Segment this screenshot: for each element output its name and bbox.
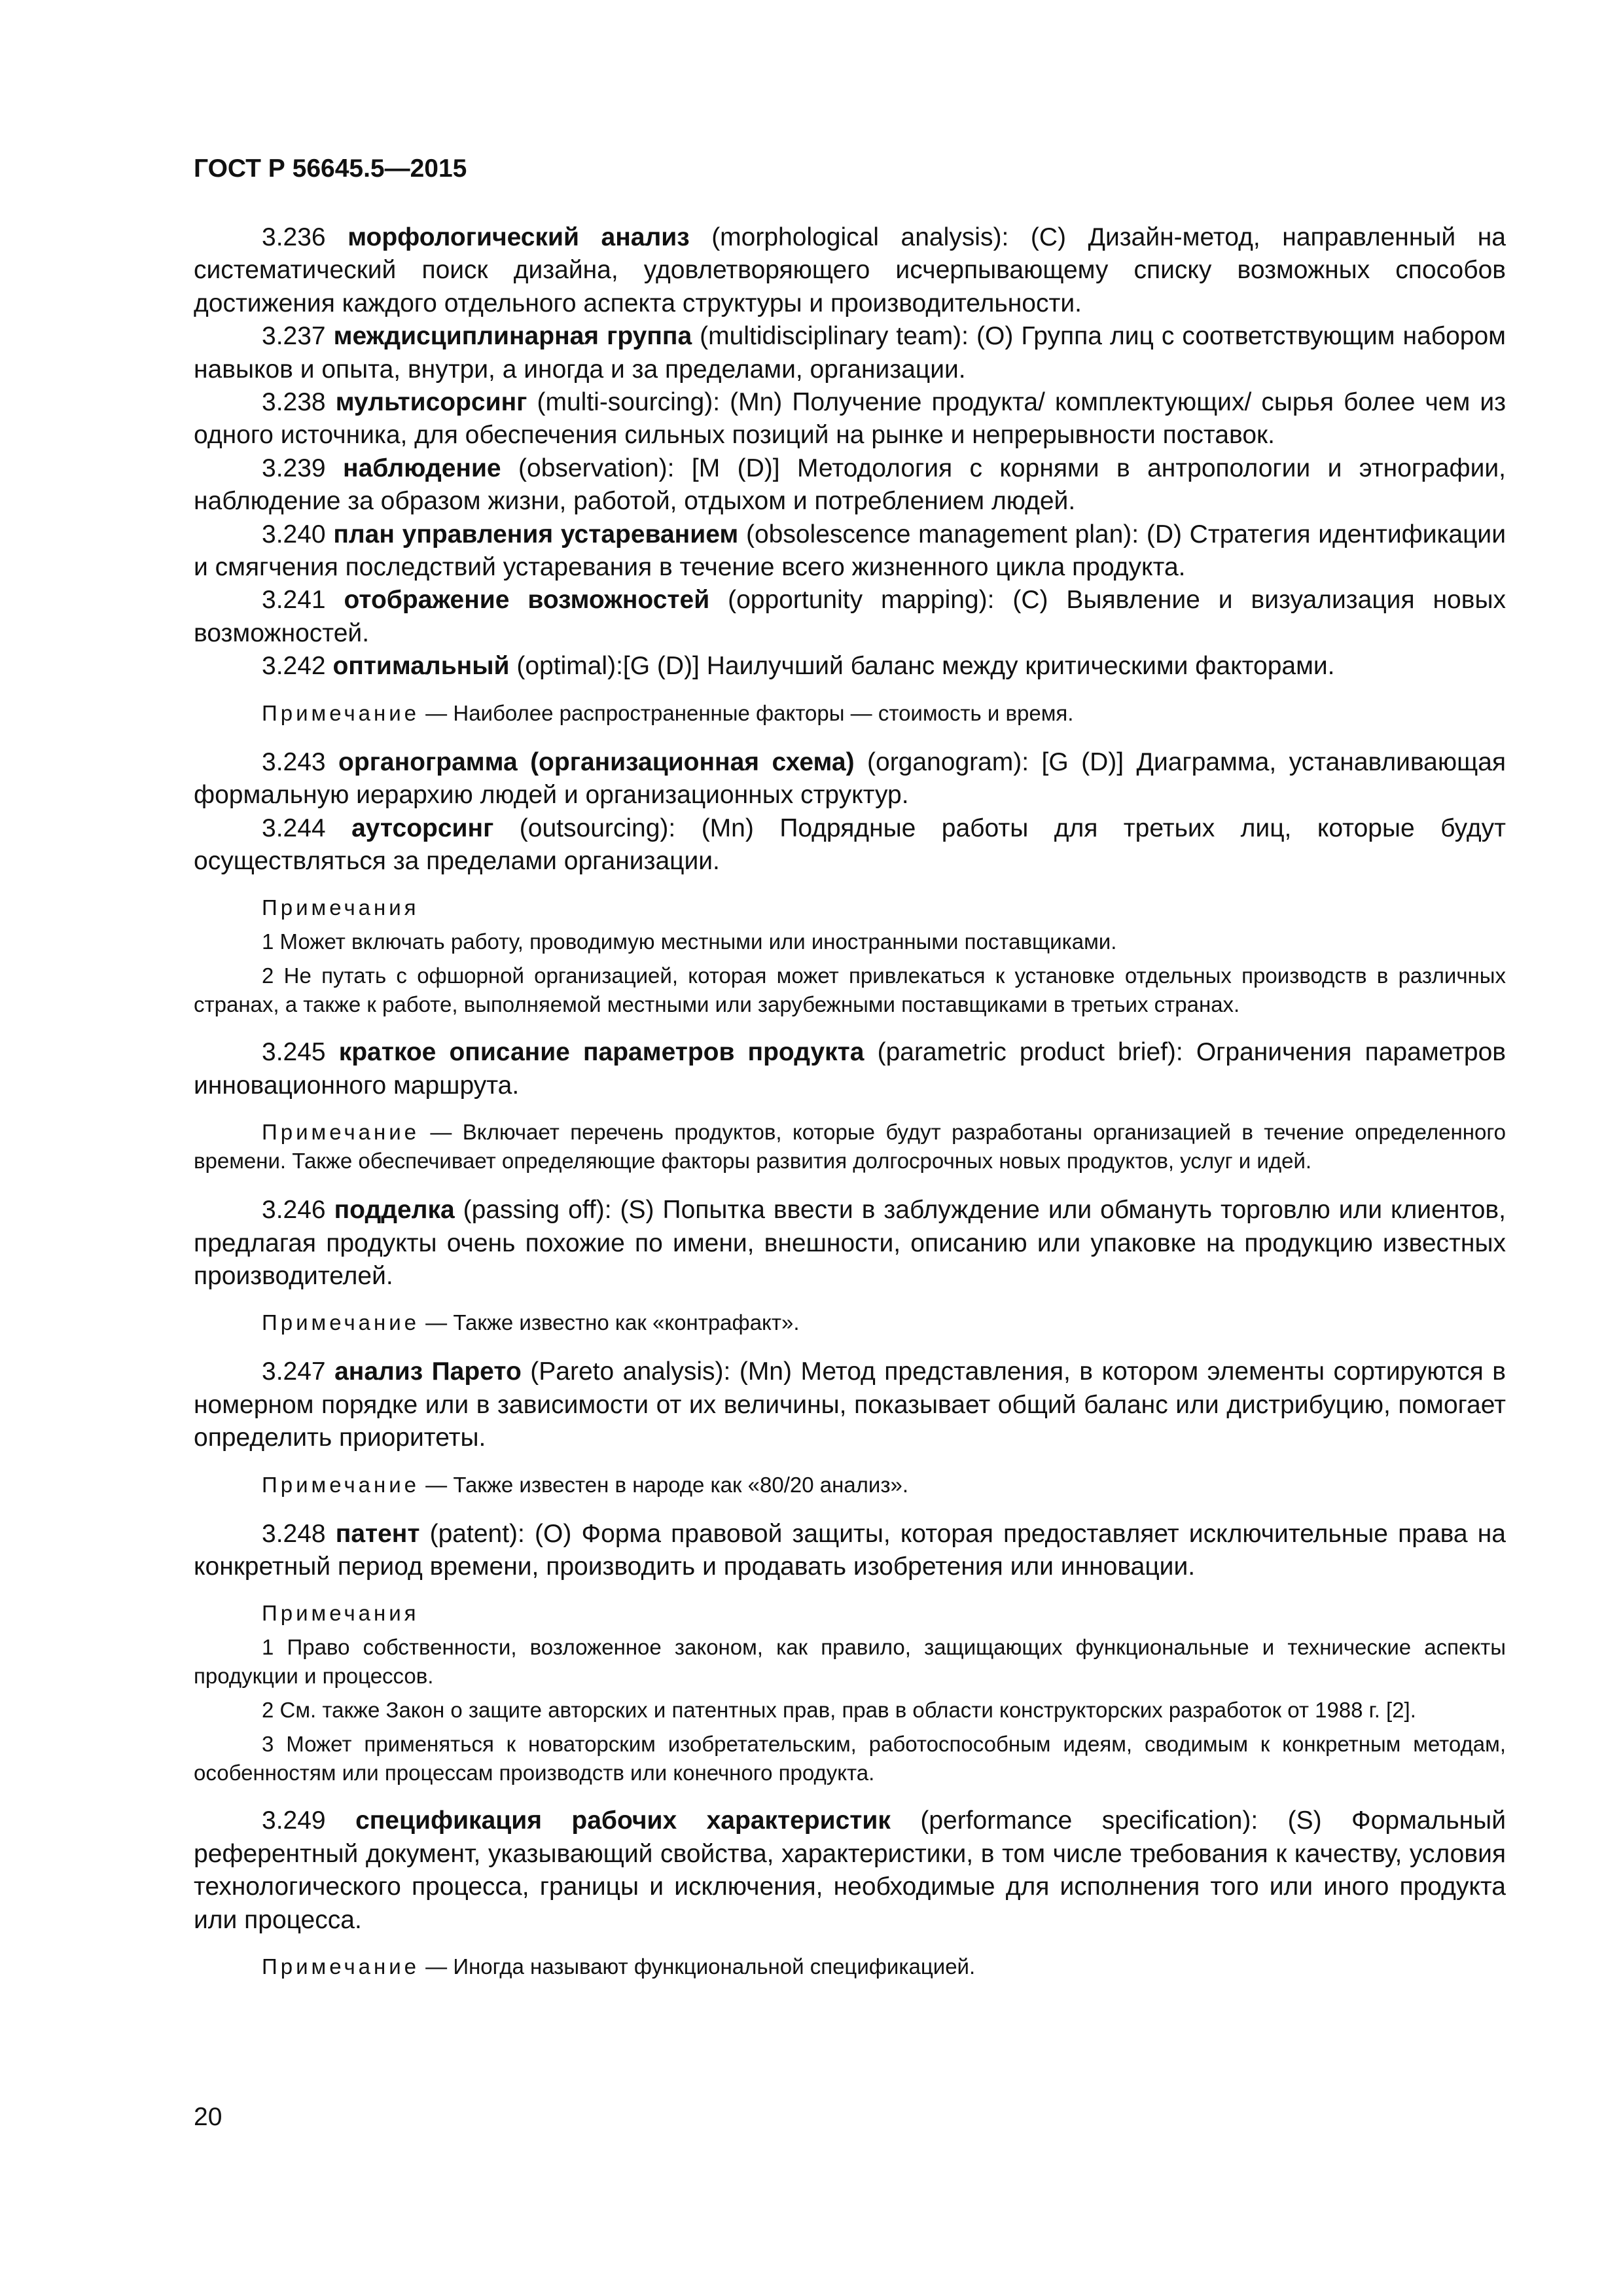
term-definition: (patent): (О) Форма правовой защиты, которая предоставляет исключительные права на конкретный период времени, производить и продавать изобретения или инновации.: [194, 1519, 1506, 1581]
term-title: междисциплинарная группа: [333, 322, 692, 351]
term-title: краткое описание параметров продукта: [338, 1038, 865, 1067]
term-definition: (morphological analysis): (С) Дизайн-метод, направленный на систематический поиск дизайна, удовлетворяющего исчерпывающему списку возможных способов достижения каждого отдельного аспекта структуры и производительности.: [194, 223, 1507, 317]
term-title: наблюдение: [343, 454, 501, 482]
term-title: морфологический анализ: [348, 223, 690, 251]
page-content: [194, 149, 1506, 2000]
term-note: [194, 1952, 1506, 1981]
term-number: 3.236: [262, 223, 326, 251]
note-dash: —: [419, 1120, 463, 1145]
term-entry-3-247: [194, 1355, 1506, 1454]
note-text: Также известно как «контрафакт».: [453, 1310, 800, 1335]
term-number: 3.248: [262, 1519, 326, 1548]
term-title: спецификация рабочих характеристик: [355, 1806, 891, 1835]
term-entry-3-238: [194, 386, 1506, 452]
term-entry-3-241: [194, 584, 1506, 650]
term-number: 3.240: [262, 520, 326, 548]
page-number: 20: [194, 2103, 223, 2131]
term-notes: [194, 1599, 1506, 1787]
term-entry-3-246: [194, 1194, 1506, 1293]
term-definition: (obsolescence management plan): (D) Стратегия идентификации и смягчения последствий устаревания в течение всего жизненного цикла продукта.: [194, 520, 1507, 582]
note-item: 2 См. также Закон о защите авторских и патентных прав, прав в области конструкторских разработок от 1988 г. [2].: [262, 1698, 1416, 1723]
note-dash: —: [419, 1310, 454, 1335]
term-entry-3-242: [194, 650, 1506, 683]
notes-label: Примечания: [262, 1601, 419, 1626]
term-definition: (passing off): (S) Попытка ввести в заблуждение или обмануть торговлю или клиентов, предлагая продукты очень похожие по имени, внешности, описанию или упаковке на продукцию известных производителей.: [194, 1196, 1506, 1290]
note-text: Наиболее распространенные факторы — стоимость и время.: [453, 700, 1074, 725]
term-number: 3.241: [262, 586, 326, 615]
term-definition: (optimal):[G (D)] Наилучший баланс между критическими факторами.: [516, 652, 1335, 681]
term-entry-3-243: [194, 746, 1506, 812]
term-number: 3.239: [262, 454, 326, 482]
term-title: подделка: [334, 1196, 455, 1225]
term-entry-3-248: [194, 1518, 1506, 1584]
term-title: патент: [335, 1519, 420, 1548]
note-dash: —: [419, 700, 454, 725]
term-number: 3.238: [262, 388, 326, 417]
note-item: 1 Право собственности, возложенное законом, как правило, защищающих функциональные и технические аспекты продукции и процессов.: [194, 1635, 1506, 1689]
term-definition: (organogram): [G (D)] Диаграмма, устанавливающая формальную иерархию людей и организационных структур.: [194, 747, 1507, 810]
term-number: 3.242: [262, 652, 326, 681]
term-entry-3-237: [194, 320, 1506, 386]
note-label: Примечание: [262, 700, 420, 725]
term-number: 3.245: [262, 1038, 326, 1067]
term-note: [194, 699, 1506, 728]
term-title: отображение возможностей: [344, 586, 710, 615]
term-number: 3.244: [262, 814, 326, 842]
term-notes: [194, 893, 1506, 1019]
note-item: 1 Может включать работу, проводимую местными или иностранными поставщиками.: [262, 929, 1117, 954]
term-title: анализ Парето: [334, 1357, 522, 1386]
note-dash: —: [419, 1954, 454, 1979]
term-definition: (performance specification): (S) Формальный референтный документ, указывающий свойства, характеристики, в том числе требования к качеству, условия технологического процесса, границы и исключения, необходимые для исполнения того или иного продукта или процесса.: [194, 1806, 1506, 1934]
term-definition: (parametric product brief): Ограничения параметров инновационного маршрута.: [194, 1038, 1506, 1100]
term-definition: (multidisciplinary team): (О) Группа лиц с соответствующим набором навыков и опыта, внутри, а иногда и за пределами, организации.: [194, 322, 1506, 384]
term-definition: (observation): [М (D)] Методология с корнями в антропологии и этнографии, наблюдение за образом жизни, работой, отдыхом и потреблением людей.: [194, 454, 1506, 516]
term-definition: (Pareto analysis): (Mn) Метод представления, в котором элементы сортируются в номерном порядке или в зависимости от их величины, показывает общий баланс или дистрибуцию, помогает определить приоритеты.: [194, 1357, 1506, 1452]
note-item: 2 Не путать с офшорной организацией, которая может привлекаться к установке отдельных производств в различных странах, а также к работе, выполняемой местными или зарубежными поставщиками в третьих странах.: [194, 963, 1506, 1017]
note-item: 3 Может применяться к новаторским изобретательским, работоспособным идеям, сводимым к конкретным методам, особенностям или процессам производств или конечного продукта.: [194, 1732, 1506, 1785]
term-definition: (outsourcing): (Mn) Подрядные работы для третьих лиц, которые будут осуществляться за пределами организации.: [194, 814, 1506, 875]
note-label: Примечание: [262, 1472, 420, 1497]
notes-label: Примечания: [262, 895, 419, 920]
note-label: Примечание: [262, 1120, 420, 1145]
term-entry-3-239: [194, 452, 1506, 518]
term-note: [194, 1308, 1506, 1337]
term-entry-3-245: [194, 1036, 1506, 1102]
term-number: 3.243: [262, 747, 326, 776]
term-number: 3.249: [262, 1806, 326, 1835]
term-number: 3.237: [262, 322, 326, 351]
term-note: [194, 1471, 1506, 1499]
term-number: 3.246: [262, 1196, 326, 1225]
term-title: мультисорсинг: [335, 388, 527, 417]
note-text: Иногда называют функциональной спецификацией.: [453, 1954, 976, 1979]
term-definition: (multi-sourcing): (Mn) Получение продукта/ комплектующих/ сырья более чем из одного источника, для обеспечения сильных позиций на рынке и непрерывности поставок.: [194, 388, 1507, 450]
document-header: ГОСТ Р 56645.5—2015: [194, 154, 467, 183]
note-label: Примечание: [262, 1954, 420, 1979]
term-title: органограмма (организационная схема): [338, 747, 855, 776]
term-number: 3.247: [262, 1357, 326, 1386]
note-dash: —: [419, 1472, 454, 1497]
term-note: [194, 1118, 1506, 1175]
note-text: Включает перечень продуктов, которые будут разработаны организацией в течение определенного времени. Также обеспечивает определяющие факторы развития долгосрочных новых продуктов, услуг и идей.: [194, 1120, 1506, 1174]
term-entry-3-236: [194, 221, 1506, 320]
term-entry-3-240: [194, 518, 1506, 584]
term-entry-3-244: [194, 812, 1506, 878]
term-title: оптимальный: [332, 652, 510, 681]
term-title: аутсорсинг: [351, 814, 494, 842]
term-entry-3-249: [194, 1804, 1506, 1937]
note-label: Примечание: [262, 1310, 420, 1335]
term-definition: (opportunity mapping): (С) Выявление и визуализация новых возможностей.: [194, 586, 1506, 647]
note-text: Также известен в народе как «80/20 анализ».: [453, 1472, 909, 1497]
term-title: план управления устареванием: [333, 520, 739, 548]
